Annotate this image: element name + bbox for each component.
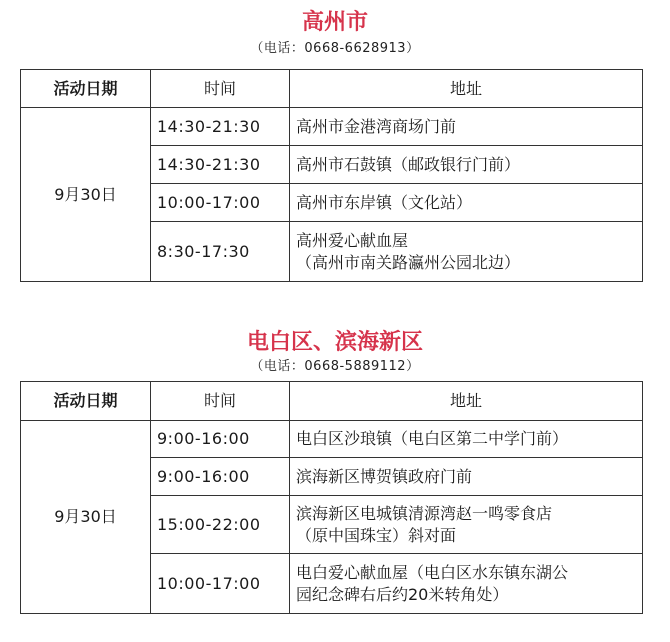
- address-cell: 滨海新区博贺镇政府门前: [290, 458, 643, 496]
- header-address: 地址: [290, 382, 643, 421]
- date-cell: 9月30日: [21, 421, 151, 614]
- time-cell: 14:30-21:30: [151, 146, 290, 184]
- time-cell: 8:30-17:30: [151, 222, 290, 282]
- address-cell: 电白区沙琅镇（电白区第二中学门前）: [290, 421, 643, 458]
- time-cell: 9:00-16:00: [151, 421, 290, 458]
- section-dianbai: [0, 328, 670, 376]
- address-cell: 高州爱心献血屋 （高州市南关路瀛州公园北边）: [290, 222, 643, 282]
- header-address: 地址: [290, 70, 643, 108]
- table-header-row: [21, 382, 643, 421]
- schedule-table-gaozhou: [20, 69, 643, 282]
- section-gaozhou: [0, 8, 670, 58]
- section-title: 电白区、滨海新区: [246, 329, 423, 355]
- section-phone: （电话：0668-5889112）: [250, 359, 420, 374]
- time-cell: 10:00-17:00: [151, 554, 290, 614]
- date-cell: 9月30日: [21, 108, 151, 282]
- header-time: 时间: [151, 382, 290, 421]
- header-time: 时间: [151, 70, 290, 108]
- section-phone: （电话：0668-6628913）: [250, 41, 420, 56]
- time-cell: 14:30-21:30: [151, 108, 290, 146]
- time-cell: 9:00-16:00: [151, 458, 290, 496]
- table-row: [21, 421, 643, 458]
- section-title: 高州市: [301, 9, 368, 35]
- table-header-row: [21, 70, 643, 108]
- address-cell: 高州市金港湾商场门前: [290, 108, 643, 146]
- time-cell: 15:00-22:00: [151, 496, 290, 554]
- schedule-table-dianbai: [20, 381, 643, 614]
- address-cell: 高州市石鼓镇（邮政银行门前）: [290, 146, 643, 184]
- table-row: [21, 108, 643, 146]
- header-date: 活动日期: [21, 70, 151, 108]
- header-date: 活动日期: [21, 382, 151, 421]
- time-cell: 10:00-17:00: [151, 184, 290, 222]
- address-cell: 高州市东岸镇（文化站）: [290, 184, 643, 222]
- address-cell: 电白爱心献血屋（电白区水东镇东湖公 园纪念碑右后约20米转角处）: [290, 554, 643, 614]
- address-cell: 滨海新区电城镇清源湾赵一鸣零食店 （原中国珠宝）斜对面: [290, 496, 643, 554]
